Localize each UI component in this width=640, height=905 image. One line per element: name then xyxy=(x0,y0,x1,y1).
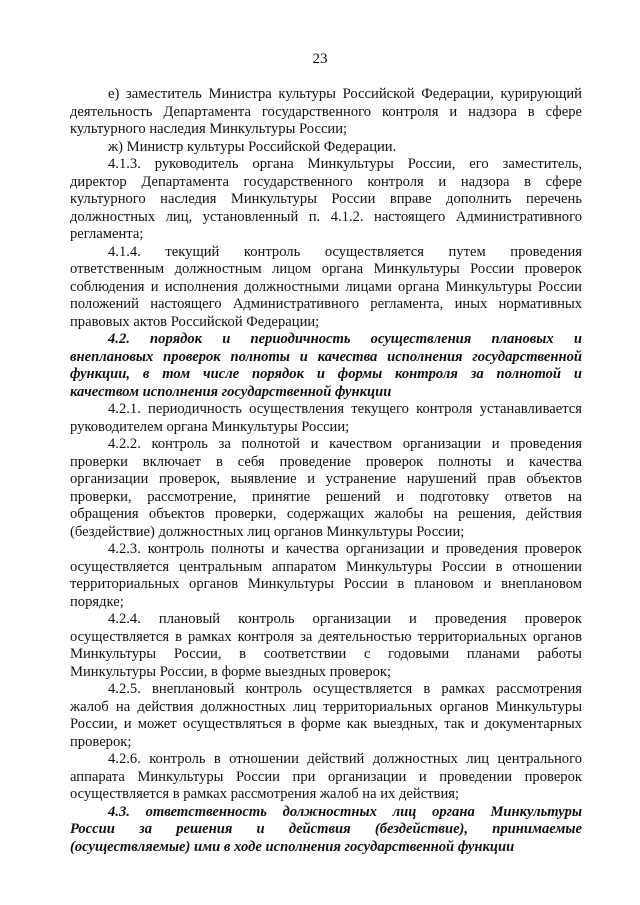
text-line: функции, в том числе порядок и формы контроля за полнотой и xyxy=(70,366,582,382)
text-line: проверки включает в себя проведение проверок полноты и качества xyxy=(70,453,582,470)
paragraph xyxy=(70,86,582,139)
section-heading xyxy=(70,804,582,857)
text-line: руководителем органа Минкультуры России; xyxy=(70,418,350,435)
text-line: 4.2.5. внеплановый контроль осуществляется в рамках рассмотрения xyxy=(108,681,582,697)
text-line: 4.2.4. плановый контроль организации и проведения проверок xyxy=(108,611,582,627)
text-line: порядке; xyxy=(70,593,124,610)
page-number: 23 xyxy=(312,51,328,67)
text-line: организации проверок, выявление и устранение нарушений прав объектов xyxy=(70,471,582,487)
text-line: жалоб на действия должностных лиц территориальных органов Минкультуры xyxy=(70,698,582,715)
text-line: положений настоящего Административного регламента, иных нормативных xyxy=(70,296,582,312)
text-line: 4.2.2. контроль за полнотой и качеством организации и проведения xyxy=(108,436,582,452)
text-line: проверок; xyxy=(70,733,132,750)
text-line: осуществляется центральным аппаратом Минкультуры России в отношении xyxy=(70,558,582,575)
text-line: регламента; xyxy=(70,226,144,242)
text-line: деятельность Департамента государственного контроля и надзора в сфере xyxy=(70,103,582,120)
text-line: обращения объектов проверки, содержащих жалобы на решения, действия xyxy=(70,506,582,522)
paragraph xyxy=(70,611,582,681)
text-line: директор Департамента государственного контроля и надзора в сфере xyxy=(70,173,582,190)
text-line: ответственным должностным лицом органа Минкультуры России проверок xyxy=(70,261,582,277)
text-line: 4.1.3. руководитель органа Минкультуры России, его заместитель, xyxy=(108,156,582,172)
text-line: 4.2.3. контроль полноты и качества организации и проведения проверок xyxy=(108,541,582,557)
text-line: ж) Министр культуры Российской Федерации. xyxy=(108,138,397,155)
text-line: осуществляется в рамках рассмотрения жалоб на их действия; xyxy=(70,786,460,802)
text-line: 4.3. ответственность должностных лиц органа Минкультуры xyxy=(108,803,582,820)
text-line: (бездействие) должностных лиц органов Минкультуры России; xyxy=(70,523,465,540)
text-line: России за решения и действия (бездействие), принимаемые xyxy=(70,821,582,837)
paragraph xyxy=(70,156,582,244)
text-line: соблюдения и исполнения должностными лицами органа Минкультуры России xyxy=(70,278,582,295)
paragraph xyxy=(70,681,582,751)
text-line: 4.2.6. контроль в отношении действий должностных лиц центрального xyxy=(108,751,582,767)
text-line: 4.2. порядок и периодичность осуществления плановых и xyxy=(108,331,582,347)
text-line: 4.1.4. текущий контроль осуществляется путем проведения xyxy=(108,243,582,260)
text-line: (осуществляемые) ими в ходе исполнения государственной функции xyxy=(70,838,515,855)
section-heading xyxy=(70,331,582,401)
paragraph xyxy=(70,541,582,611)
text-line: Минкультуры России, в форме выездных проверок; xyxy=(70,663,392,680)
paragraph xyxy=(70,401,582,436)
text-line: территориальных органов Минкультуры России в плановом и внеплановом xyxy=(70,576,582,592)
text-line: 4.2.1. периодичность осуществления текущего контроля устанавливается xyxy=(108,401,582,417)
text-line: проверки, рассмотрение, принятие решений и подготовку ответов на xyxy=(70,488,582,505)
paragraph xyxy=(70,139,582,157)
text-line: внеплановых проверок полноты и качества исполнения государственной xyxy=(70,348,582,365)
document-body xyxy=(70,86,582,856)
text-line: Минкультуры России, в соответствии с годовыми планами работы xyxy=(70,646,582,662)
paragraph xyxy=(70,751,582,804)
text-line: правовых актов Российской Федерации; xyxy=(70,313,320,330)
paragraph xyxy=(70,244,582,332)
text-line: России, и может осуществляться в форме как выездных, так и документарных xyxy=(70,716,582,732)
text-line: аппарата Минкультуры России при организации и проведении проверок xyxy=(70,768,582,785)
text-line: качеством исполнения государственной функции xyxy=(70,383,392,400)
text-line: культурного наследия Минкультуры России; xyxy=(70,121,348,137)
text-line: культурного наследия Минкультуры России вправе дополнить перечень xyxy=(70,191,582,207)
text-line: должностных лиц, установленный п. 4.1.2. настоящего Административного xyxy=(70,208,582,225)
text-line: осуществляется в рамках контроля за деятельностью территориальных органов xyxy=(70,628,582,645)
text-line: е) заместитель Министра культуры Российской Федерации, курирующий xyxy=(108,86,582,102)
paragraph xyxy=(70,436,582,541)
